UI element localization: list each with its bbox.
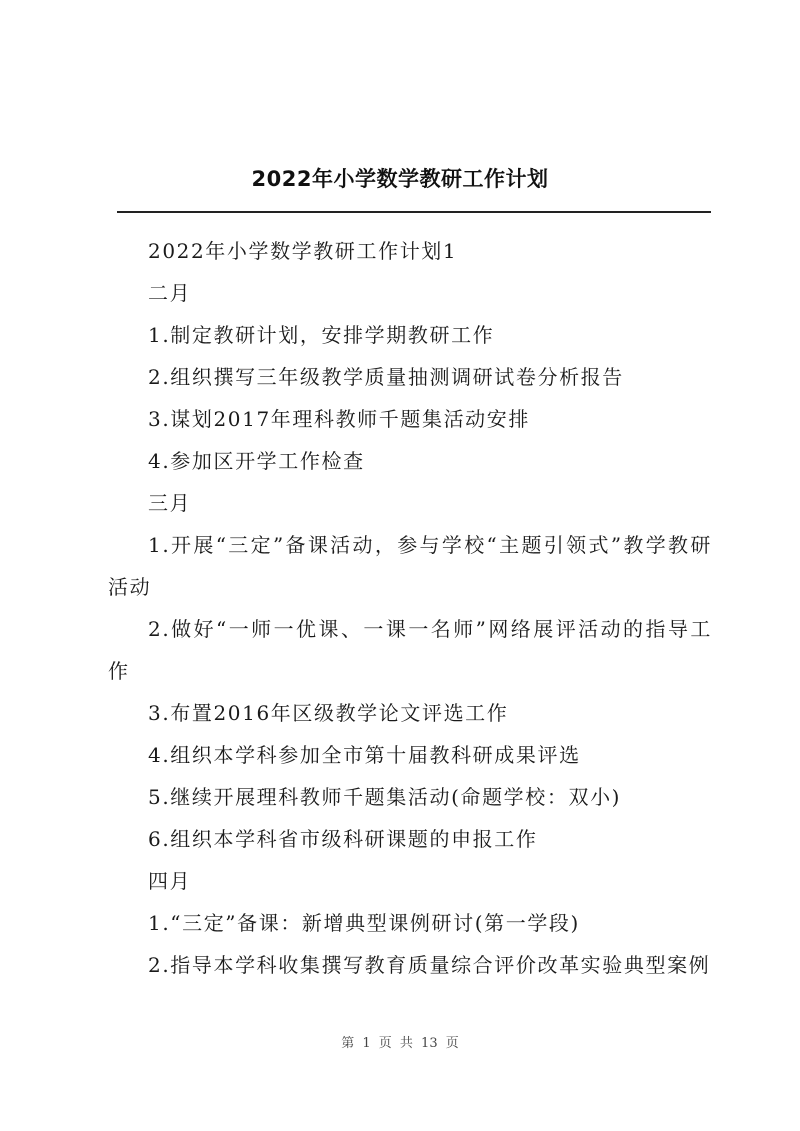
- list-item: 3.布置2016年区级教学论文评选工作: [148, 701, 509, 725]
- list-item: 2.指导本学科收集撰写教育质量综合评价改革实验典型案例: [148, 953, 711, 977]
- list-item: 2.做好“一师一优课、一课一名师”网络展评活动的指导工作: [108, 617, 712, 683]
- section-heading: 2022年小学数学教研工作计划1: [148, 239, 458, 263]
- list-item: 3.谋划2017年理科教师千题集活动安排: [148, 407, 530, 431]
- month-heading-february: 二月: [148, 281, 192, 305]
- list-item: 1.开展“三定”备课活动，参与学校“主题引领式”教学教研活动: [108, 533, 712, 599]
- list-item: 4.参加区开学工作检查: [148, 449, 365, 473]
- list-item: 1.“三定”备课：新增典型课例研讨(第一学段): [148, 911, 580, 935]
- list-item: 4.组织本学科参加全市第十届教科研成果评选: [148, 743, 581, 767]
- month-heading-march: 三月: [148, 491, 192, 515]
- list-item: 5.继续开展理科教师千题集活动(命题学校：双小): [148, 785, 622, 809]
- month-heading-april: 四月: [148, 869, 192, 893]
- document-body: [108, 230, 712, 986]
- list-item: 2.组织撰写三年级教学质量抽测调研试卷分析报告: [148, 365, 624, 389]
- title-divider: [117, 211, 711, 213]
- list-item: 6.组织本学科省市级科研课题的申报工作: [148, 827, 538, 851]
- page-title: 2022年小学数学教研工作计划: [251, 167, 549, 191]
- list-item: 1.制定教研计划，安排学期教研工作: [148, 323, 495, 347]
- page-number-footer: 第 1 页 共 13 页: [341, 1036, 459, 1051]
